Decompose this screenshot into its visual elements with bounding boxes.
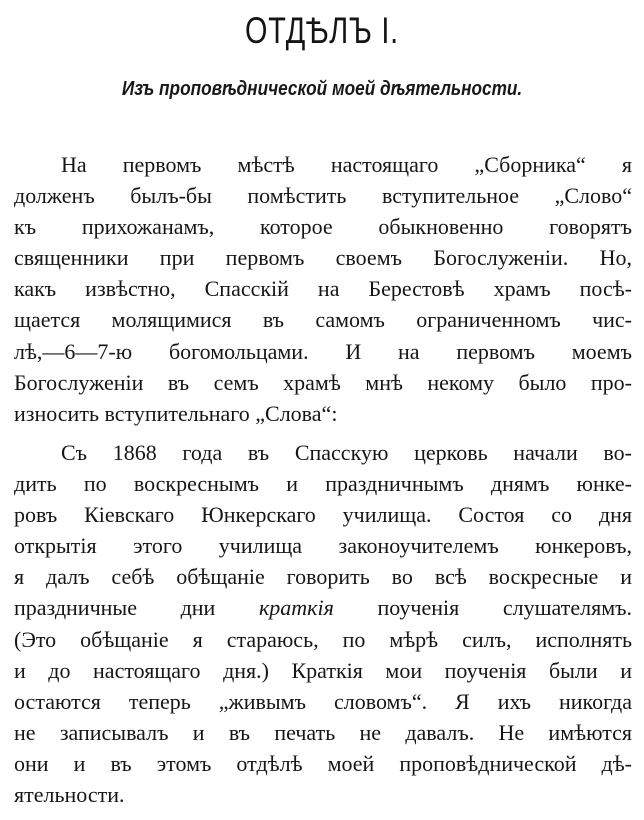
text-line: какъ извѣстно, Спасскій на Берестовѣ храмъ посѣ- — [14, 276, 632, 302]
emphasis-word: краткія — [258, 595, 334, 621]
text-line: остаются теперь „живымъ словомъ“. Я ихъ никогда — [14, 688, 632, 714]
text-line: долженъ былъ-бы помѣстить вступительное „Слово“ — [14, 183, 632, 209]
text-line: щается молящимися въ самомъ ограниченномъ чис- — [14, 307, 632, 333]
text-line: дить по воскреснымъ и праздничнымъ днямъ юнке- — [14, 471, 632, 497]
text-line: они и въ этомъ отдѣлѣ моей проповѣднической дѣ- — [14, 750, 632, 776]
text-line: износить вступительнаго „Слова“: — [14, 400, 338, 426]
text-line: На первомъ мѣстѣ настоящаго „Сборника“ я — [61, 152, 632, 177]
text-line: ятельности. — [14, 782, 125, 808]
section-title: ОТДѢЛЪ I. — [245, 10, 399, 51]
text-line: Съ 1868 года въ Спасскую церковь начали во- — [61, 440, 632, 465]
text-line: (Это обѣщаніе я стараюсь, по мѣрѣ силъ, исполнять — [14, 626, 632, 652]
text-line: Богослуженіи въ семъ храмѣ мнѣ некому было про- — [14, 369, 632, 395]
section-subtitle: Изъ проповѣднической моей дѣятельности. — [121, 78, 523, 100]
text-line: и до настоящаго дня.) Краткія мои поученія были и — [14, 657, 632, 683]
text-run: поученія слушателямъ. — [377, 595, 632, 621]
text-run: праздничные дни — [14, 595, 216, 621]
text-line: ровъ Кіевскаго Юнкерскаго училища. Состоя со дня — [14, 502, 632, 528]
text-line: священники при первомъ своемъ Богослуженіи. Но, — [14, 245, 632, 271]
paragraph-1 — [14, 149, 632, 429]
text-line: къ прихожанамъ, которое обыкновенно говорятъ — [14, 214, 632, 240]
text-line-emphasis — [14, 592, 632, 623]
paragraph-2 — [14, 437, 632, 810]
text-line: не записывалъ и въ печать не давалъ. Не имѣются — [14, 719, 632, 745]
text-line: лѣ,—6—7-ю богомольцами. И на первомъ моемъ — [14, 338, 632, 364]
text-line: я далъ себѣ обѣщаніе говорить во всѣ воскресные и — [14, 564, 632, 590]
text-line: открытія этого училища законоучителемъ юнкеровъ, — [14, 533, 632, 559]
